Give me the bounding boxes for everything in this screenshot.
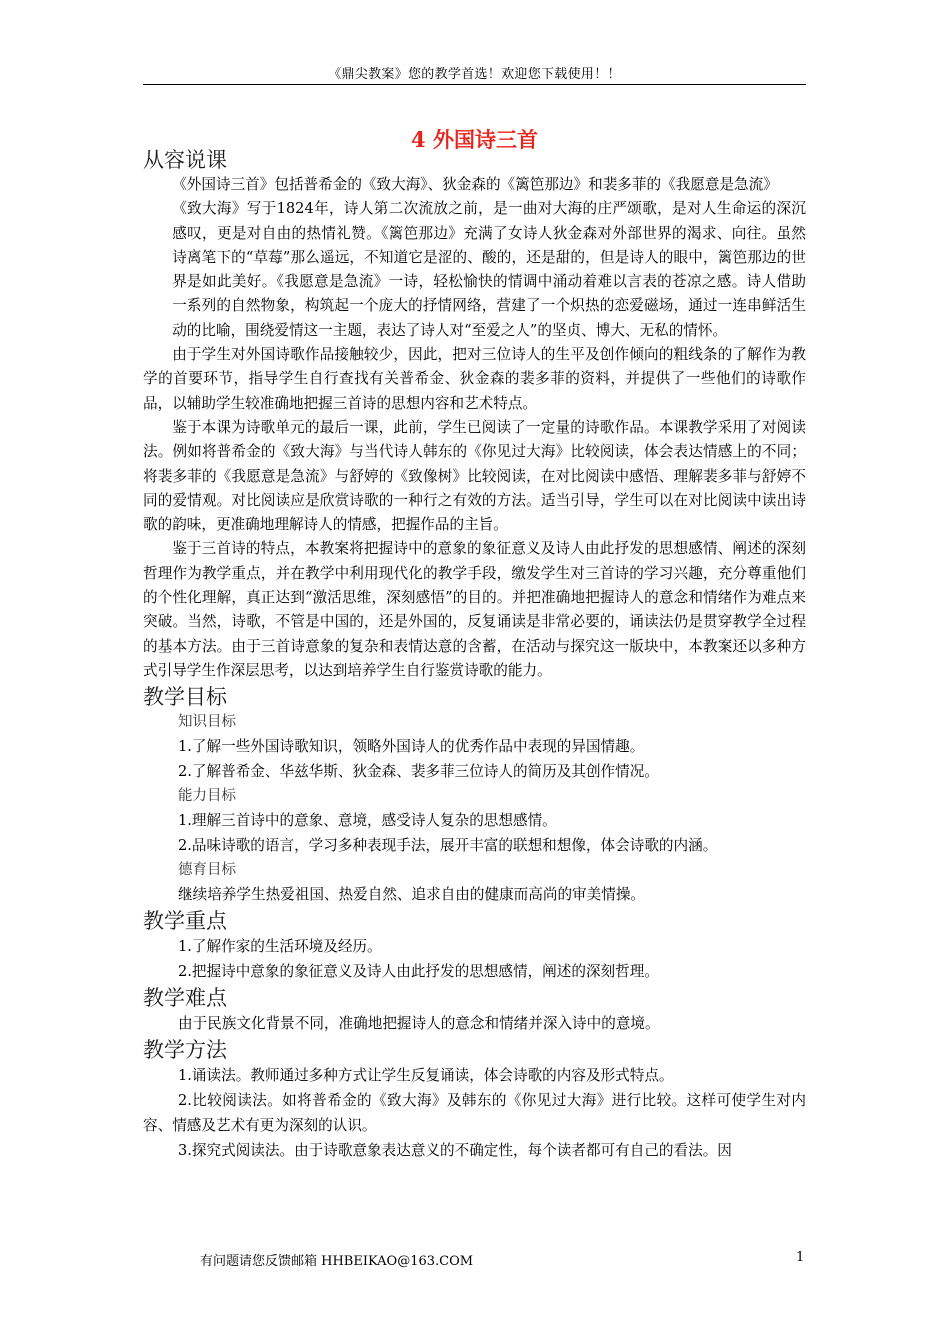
subheading-ability: 能力目标 (178, 788, 236, 805)
document-title: 4 外国诗三首 (411, 127, 538, 152)
page-number: 1 (796, 1250, 805, 1265)
document-body (143, 146, 806, 1163)
list-item: 继续培养学生热爱祖国、热爱自然、追求自由的健康而高尚的审美情操。 (178, 886, 646, 904)
page-header: 《鼎尖教案》您的教学首选！欢迎您下载使用！！ (328, 67, 621, 82)
list-item: 1.了解一些外国诗歌知识，领略外国诗人的优秀作品中表现的异国情趣。 (178, 738, 645, 756)
section-heading-key-points: 教学重点 (143, 909, 227, 934)
header-divider (143, 84, 806, 85)
section-heading-overview: 从容说课 (143, 148, 227, 172)
page-footer: 有问题请您反馈邮箱 HHBEIKAO@163.COM (200, 1254, 474, 1269)
paragraph: 鉴于本课为诗歌单元的最后一课，此前，学生已阅读了一定量的诗歌作品。本课教学采用了对阅读法。例如将普希金的《致大海》与当代诗人韩东的《你见过大海》比较阅读，体会表达情感上的不同；将裴多菲的《我愿意是急流》与舒婷的《致像树》比较阅读，在对比阅读中感悟、理解裴多菲与舒婷不同的爱情观。对比阅读应是欣赏诗歌的一种行之有效的方法。适当引导，学生可以在对比阅读中读出诗歌的韵味，更准确地理解诗人的情感，把握作品的主旨。 (143, 418, 806, 534)
list-item: 1.诵读法。教师通过多种方式让学生反复诵读，体会诗歌的内容及形式特点。 (178, 1067, 674, 1085)
paragraph: 鉴于三首诗的特点，本教案将把握诗中的意象的象征意义及诗人由此抒发的思想感情、阐述的深刻哲理作为教学重点，并在教学中利用现代化的教学手段，缴发学生对三首诗的学习兴趣，充分尊重他们的个性化理解，真正达到“激活思维，深刻感悟”的目的。并把准确地把握诗人的意念和情绪作为难点来突破。当然，诗歌，不管是中国的，还是外国的，反复诵读是非常必要的，诵读法仍是贯穿教学全过程的基本方法。由于三首诗意象的复杂和表情达意的含蓄，在活动与探究这一版块中，本教案还以多种方式引导学生作深层思考，以达到培养学生自行鉴赏诗歌的能力。 (143, 540, 806, 679)
list-item: 1.理解三首诗中的意象、意境，感受诗人复杂的思想感情。 (178, 812, 557, 830)
list-item: 1.了解作家的生活环境及经历。 (178, 938, 382, 956)
subheading-moral: 德育目标 (178, 862, 236, 879)
paragraph: 《外国诗三首》包括普希金的《致大海》、狄金森的《篱笆那边》和裴多菲的《我愿意是急流》 (172, 176, 778, 193)
paragraph: 《致大海》写于1824年，诗人第二次流放之前，是一曲对大海的庄严颂歌，是对人生命运的深沉感叹，更是对自由的热情礼赞。《篱笆那边》充满了女诗人狄金森对外部世界的渴求、向往。虽然诗离笔下的“草莓”那么遥远，不知道它是涩的、酸的，还是甜的，但是诗人的眼中，篱笆那边的世界是如此美好。《我愿意是急流》一诗，轻松愉快的情调中涌动着难以言表的苍凉之感。诗人借助一系列的自然物象，构筑起一个庞大的抒情网络，营建了一个炽热的恋爱磁场，通过一连串鲜活生动的比喻，围绕爱情这一主题，表达了诗人对“至爱之人”的坚贞、博大、无私的情怀。 (172, 200, 806, 339)
list-item: 2.把握诗中意象的象征意义及诗人由此抒发的思想感情，阐述的深刻哲理。 (178, 963, 659, 981)
subheading-knowledge: 知识目标 (178, 714, 236, 731)
list-item: 2.品味诗歌的语言，学习多种表现手法，展开丰富的联想和想像，体会诗歌的内涵。 (178, 837, 718, 855)
list-item: 2.了解普希金、华兹华斯、狄金森、裴多菲三位诗人的简历及其创作情况。 (178, 763, 659, 781)
section-heading-goals: 教学目标 (143, 685, 227, 710)
section-heading-methods: 教学方法 (143, 1038, 227, 1063)
list-item: 由于民族文化背景不同，准确地把握诗人的意念和情绪并深入诗中的意境。 (178, 1015, 660, 1033)
paragraph: 由于学生对外国诗歌作品接触较少，因此，把对三位诗人的生平及创作倾向的粗线条的了解作为教学的首要环节，指导学生自行查找有关普希金、狄金森的裴多菲的资料，并提供了一些他们的诗歌作品，以辅助学生较准确地把握三首诗的思想内容和艺术特点。 (143, 346, 806, 412)
section-heading-difficulties: 教学难点 (143, 986, 227, 1011)
list-item: 2.比较阅读法。如将普希金的《致大海》及韩东的《你见过大海》进行比较。这样可使学生对内容、情感及艺术有更为深刻的认识。 (143, 1092, 806, 1135)
list-item: 3.探究式阅读法。由于诗歌意象表达意义的不确定性，每个读者都可有自己的看法。因 (178, 1142, 732, 1160)
